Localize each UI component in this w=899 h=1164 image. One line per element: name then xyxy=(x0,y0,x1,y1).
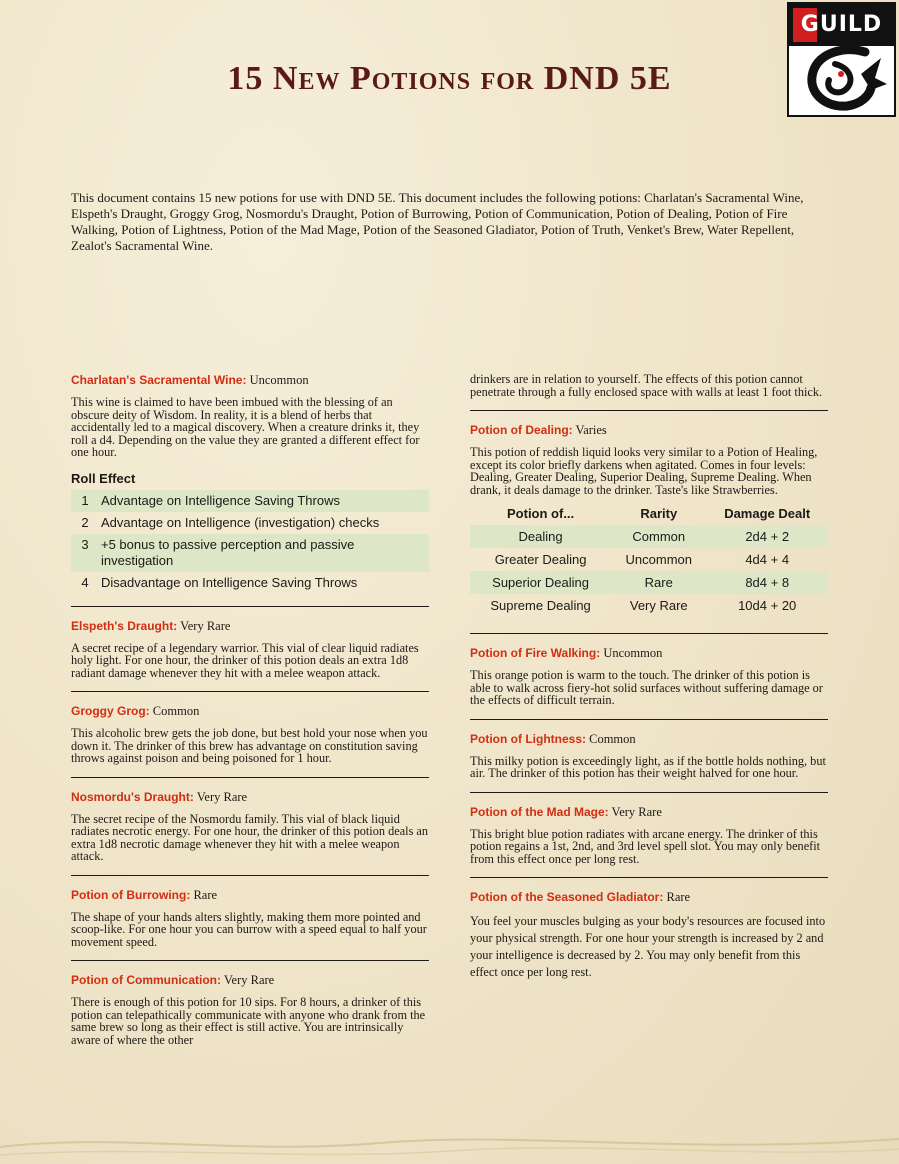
table-cell: Very Rare xyxy=(629,598,688,613)
roll-number: 4 xyxy=(81,574,89,590)
table-cell: 2d4 + 2 xyxy=(706,525,828,548)
roll-effect: Advantage on Intelligence Saving Throws xyxy=(97,490,429,512)
divider xyxy=(470,877,828,878)
roll-effect: Disadvantage on Intelligence Saving Throws xyxy=(101,574,358,590)
roll-table-header: Roll Effect xyxy=(71,470,136,486)
potion-heading-madmage xyxy=(470,805,828,820)
table-cell: 10d4 + 20 xyxy=(738,598,797,613)
footer-ornament xyxy=(0,1125,899,1164)
roll-effect: +5 bonus to passive perception and passive investigation xyxy=(97,534,429,572)
potion-heading-dealing xyxy=(470,423,828,438)
table-cell: Dealing xyxy=(470,525,611,548)
divider xyxy=(71,875,429,876)
potion-text-lightness: This milky potion is exceedingly light, as if the bottle holds nothing, but air. The drinker of this potion has their weight halved for one hour. xyxy=(470,753,826,780)
divider xyxy=(71,777,429,778)
divider xyxy=(470,792,828,793)
roll-number: 2 xyxy=(81,514,89,530)
roll-number: 3 xyxy=(71,534,97,572)
table-cell: Uncommon xyxy=(625,552,692,567)
table-cell: Supreme Dealing xyxy=(490,598,591,613)
potion-heading-lightness xyxy=(470,732,828,747)
table-header-row xyxy=(470,502,828,525)
table-cell: Greater Dealing xyxy=(494,552,587,567)
table-row xyxy=(71,512,429,534)
potion-name: Potion of the Seasoned Gladiator: xyxy=(470,890,664,904)
logo-word: GUILD xyxy=(800,12,883,37)
divider xyxy=(470,719,828,720)
table-row xyxy=(470,594,828,617)
table-row xyxy=(71,534,429,572)
potion-heading-elspeth xyxy=(71,619,429,634)
table-row xyxy=(470,525,828,548)
potion-heading-communication xyxy=(71,973,429,988)
document-title: 15 New Potions for DND 5E xyxy=(227,60,672,97)
potion-text-burrowing: The shape of your hands alters slightly, making them more pointed and scoop-like. For one hour you can burrow with a speed equal to half your movement speed. xyxy=(71,909,427,949)
table-cell: 4d4 + 4 xyxy=(745,552,790,567)
potion-rarity: Varies xyxy=(572,423,607,437)
potion-heading-gladiator xyxy=(470,890,828,905)
potion-rarity: Very Rare xyxy=(177,618,231,633)
potion-heading-charlatan xyxy=(71,373,429,388)
potion-text-elspeth: A secret recipe of a legendary warrior. This vial of clear liquid radiates holy light. For one hour, the drinker of this potion deals an extra 1d8 radiant damage whenever they hit with a melee weapon attack. xyxy=(71,640,419,680)
potion-rarity: Rare xyxy=(190,887,218,902)
potion-heading-nosmordu xyxy=(71,790,429,805)
table-cell: Common xyxy=(611,525,706,548)
table-row xyxy=(470,571,828,594)
potion-text-madmage: This bright blue potion radiates with arcane energy. The drinker of this potion regains a 1st, 2nd, and 3rd level spell slot. You may only benefit from this effect once per long rest. xyxy=(470,826,821,866)
table-row xyxy=(71,572,429,594)
potion-text-communication-cont: drinkers are in relation to yourself. The effects of this potion cannot penetrate through a fully enclosed space with walls at least 1 foot thick. xyxy=(470,372,823,399)
table-cell: 8d4 + 8 xyxy=(706,571,828,594)
potion-name: Potion of Burrowing: xyxy=(71,887,191,902)
potion-heading-firewalking xyxy=(470,646,828,661)
potion-name: Potion of Dealing: xyxy=(470,423,573,437)
potion-rarity: Very Rare xyxy=(220,973,275,987)
potion-rarity: Rare xyxy=(663,890,691,904)
divider xyxy=(470,410,828,411)
divider xyxy=(71,606,429,607)
potion-rarity: Very Rare xyxy=(193,789,248,804)
table-cell: Superior Dealing xyxy=(470,571,611,594)
divider xyxy=(71,691,429,692)
right-column xyxy=(470,373,828,981)
potion-rarity: Uncommon xyxy=(246,373,309,387)
potion-text-gladiator: You feel your muscles bulging as your body's resources are focused into your physical strength. For one hour your strength is increased by 2 and your intelligence is decreased by 2. You may only benefit from this effect once per long rest. xyxy=(470,914,826,979)
potion-rarity: Uncommon xyxy=(600,646,663,660)
potion-name: Groggy Grog: xyxy=(71,704,150,718)
potion-rarity: Very Rare xyxy=(608,804,662,819)
potion-name: Potion of the Mad Mage: xyxy=(470,804,609,819)
potion-rarity: Common xyxy=(149,704,200,718)
dealing-table xyxy=(470,502,828,617)
potion-name: Potion of Fire Walking: xyxy=(470,646,601,660)
potion-name: Nosmordu's Draught: xyxy=(71,789,194,804)
potion-text-firewalking: This orange potion is warm to the touch. The drinker of this potion is able to walk across fiery-hot solid surfaces without suffering damage or the effects of difficult terrain. xyxy=(470,668,823,707)
potion-text-dealing: This potion of reddish liquid looks very similar to a Potion of Healing, except its color briefly darkens when agitated. Comes in four levels: Dealing, Greater Dealing, Superior Dealing, Supreme Dealing. When drank, it deals damage to the drinker. Taste's like Strawberries. xyxy=(470,445,818,497)
intro-paragraph: This document contains 15 new potions for use with DND 5E. This document includes the following potions: Charlatan's Sacramental Wine, Elspeth's Draught, Groggy Grog, Nosmordu's Draught, Potion of Burrowing, Potion of Communication, Potion of Dealing, Potion of Fire Walking, Potion of Lightness, Potion of the Mad Mage, Potion of the Seasoned Gladiator, Potion of Truth, Venket's Brew, Water Repellent, Zealot's Sacramental Wine. xyxy=(71,190,804,253)
table-cell: Rare xyxy=(611,571,706,594)
potion-text-communication: There is enough of this potion for 10 sips. For 8 hours, a drinker of this potion can telepathically communicate with anyone who drank from the same brew so long as their effect is still active. You are intrinsically aware of where the other xyxy=(71,995,426,1047)
divider xyxy=(71,960,429,961)
roll-number: 1 xyxy=(71,490,97,512)
roll-effect: Advantage on Intelligence (investigation) checks xyxy=(101,514,380,530)
column-header: Damage Dealt xyxy=(724,506,811,521)
table-row xyxy=(71,490,429,512)
potion-heading-burrowing xyxy=(71,888,429,903)
potion-name: Charlatan's Sacramental Wine: xyxy=(71,373,247,387)
roll-table xyxy=(71,490,429,594)
potion-name: Potion of Lightness: xyxy=(470,731,586,746)
column-header: Potion of... xyxy=(507,506,575,521)
potion-rarity: Common xyxy=(586,731,636,746)
potion-text-charlatan: This wine is claimed to have been imbued with the blessing of an obscure deity of Wisdom. In reality, it is a blend of herbs that accidentally led to a magical discovery. When a creature drinks it, they roll a d4. Depending on the value they are granted a different effect for one hour. xyxy=(71,395,420,459)
left-column xyxy=(71,373,429,1046)
potion-text-groggy: This alcoholic brew gets the job done, but best hold your nose when you down it. The drinker of this brew has advantage on constitution saving throws against poison and being poisoned for 1 hour. xyxy=(71,726,428,765)
potion-name: Potion of Communication: xyxy=(71,973,221,987)
divider xyxy=(470,633,828,634)
potion-text-nosmordu: The secret recipe of the Nosmordu family. This vial of black liquid radiates necrotic energy. For one hour, the drinker of this potion deals an extra 1d8 necrotic damage whenever they hit with a melee weapon attack. xyxy=(71,811,429,863)
potion-heading-groggy xyxy=(71,704,429,719)
potion-name: Elspeth's Draught: xyxy=(71,618,178,633)
table-row xyxy=(470,548,828,571)
column-header: Rarity xyxy=(640,506,678,521)
